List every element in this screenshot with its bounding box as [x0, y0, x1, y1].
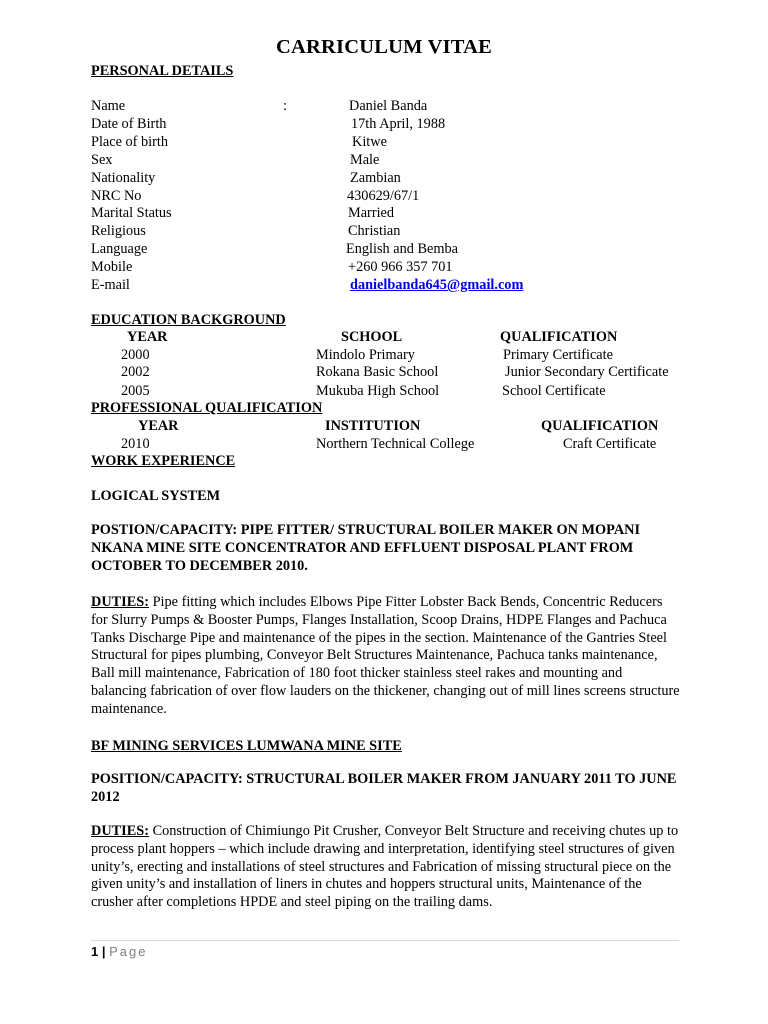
company-name: BF MINING SERVICES LUMWANA MINE SITE — [91, 738, 402, 754]
personal-value: Male — [350, 152, 380, 168]
work-experience-heading: WORK EXPERIENCE — [91, 453, 236, 469]
page-label: Page — [109, 944, 148, 959]
personal-value: Christian — [348, 223, 401, 239]
position-paragraph: POSITION/CAPACITY: STRUCTURAL BOILER MAKER FROM JANUARY 2011 TO JUNE 2012 — [91, 771, 677, 805]
education-year: 2000 — [121, 347, 150, 363]
duties-text: Pipe fitting which includes Elbows Pipe Fitter Lobster Back Bends, Concentric Reducers for Slurry Pumps & Booster Pumps, Flanges Installation, Scoop Drains, HDPE Flanges and Pachuca Tanks Discharge Pipe and maintenance of the pipes in the section. Maintenance of the Gantries Steel Structural for pipes plumbing, Conveyor Belt Structures Maintenance, Pachuca tanks maintenance, Ball mill maintenance, Fabrication of 180 foot thicker stainless steel rakes and mounting and balancing fabrication of over flow lauders on the thickener, changing out of mill lines screens structure maintenance. — [91, 594, 680, 717]
company-name: LOGICAL SYSTEM — [91, 488, 221, 504]
personal-value: 430629/67/1 — [347, 188, 420, 204]
email-link[interactable]: danielbanda645@gmail.com — [350, 277, 524, 293]
education-school: Mukuba High School — [316, 383, 440, 399]
professional-year: 2010 — [121, 436, 150, 452]
personal-label: NRC No — [91, 188, 142, 204]
personal-details-heading: PERSONAL DETAILS — [91, 63, 234, 79]
page-separator: | — [98, 944, 110, 959]
professional-institution: Northern Technical College — [316, 436, 475, 452]
professional-qualification: Craft Certificate — [563, 436, 657, 452]
education-qualification: School Certificate — [502, 383, 606, 399]
personal-value: Married — [348, 205, 395, 221]
education-col-year: YEAR — [127, 329, 168, 345]
education-col-qualification: QUALIFICATION — [500, 329, 618, 345]
duties-label: DUTIES: — [91, 823, 149, 839]
duties-label: DUTIES: — [91, 594, 149, 610]
document-title: CARRICULUM VITAE — [276, 36, 492, 58]
education-school: Mindolo Primary — [316, 347, 415, 363]
position-paragraph: POSTION/CAPACITY: PIPE FITTER/ STRUCTURAL BOILER MAKER ON MOPANI NKANA MINE SITE CONCENTRATOR AND EFFLUENT DISPOSAL PLANT FROM OCTOBER TO DECEMBER 2010. — [91, 522, 641, 574]
page-footer — [91, 944, 147, 959]
personal-value: Zambian — [350, 170, 401, 186]
education-school: Rokana Basic School — [316, 364, 439, 380]
duties-text: Construction of Chimiungo Pit Crusher, Conveyor Belt Structure and receiving chutes up to process plant hoppers – which include drawing and interpretation, identifying steel structures of given unity’s, erecting and installations of steel structures and Fabrication of missing structural piece on the given unity’s and installation of liners in chutes and hoppers structural units, Maintenance of the crusher after completions HPDE and steel piping on the trailing dams. — [91, 823, 679, 911]
personal-value: +260 966 357 701 — [348, 259, 453, 275]
personal-label: Marital Status — [91, 205, 172, 221]
education-year: 2005 — [121, 383, 150, 399]
personal-label: Mobile — [91, 259, 133, 275]
professional-heading: PROFESSIONAL QUALIFICATION — [91, 400, 323, 416]
personal-label: Nationality — [91, 170, 156, 186]
education-qualification: Junior Secondary Certificate — [505, 364, 669, 380]
name-colon: : — [283, 98, 287, 114]
personal-label: Sex — [91, 152, 113, 168]
personal-value: English and Bemba — [346, 241, 458, 257]
duties-paragraph — [91, 823, 681, 912]
professional-col-institution: INSTITUTION — [325, 418, 421, 434]
page-number: 1 — [91, 944, 99, 959]
personal-value: Kitwe — [352, 134, 387, 150]
personal-label: Language — [91, 241, 148, 257]
education-heading: EDUCATION BACKGROUND — [91, 312, 286, 328]
personal-label: Name — [91, 98, 126, 114]
personal-label: Place of birth — [91, 134, 169, 150]
education-qualification: Primary Certificate — [503, 347, 613, 363]
personal-label: E-mail — [91, 277, 130, 293]
professional-col-qualification: QUALIFICATION — [541, 418, 659, 434]
professional-col-year: YEAR — [138, 418, 179, 434]
duties-paragraph — [91, 594, 681, 719]
personal-label: Date of Birth — [91, 116, 167, 132]
personal-value: 17th April, 1988 — [351, 116, 446, 132]
personal-label: Religious — [91, 223, 146, 239]
education-col-school: SCHOOL — [341, 329, 403, 345]
footer-divider — [91, 940, 679, 941]
personal-value: Daniel Banda — [349, 98, 428, 114]
education-year: 2002 — [121, 364, 150, 380]
